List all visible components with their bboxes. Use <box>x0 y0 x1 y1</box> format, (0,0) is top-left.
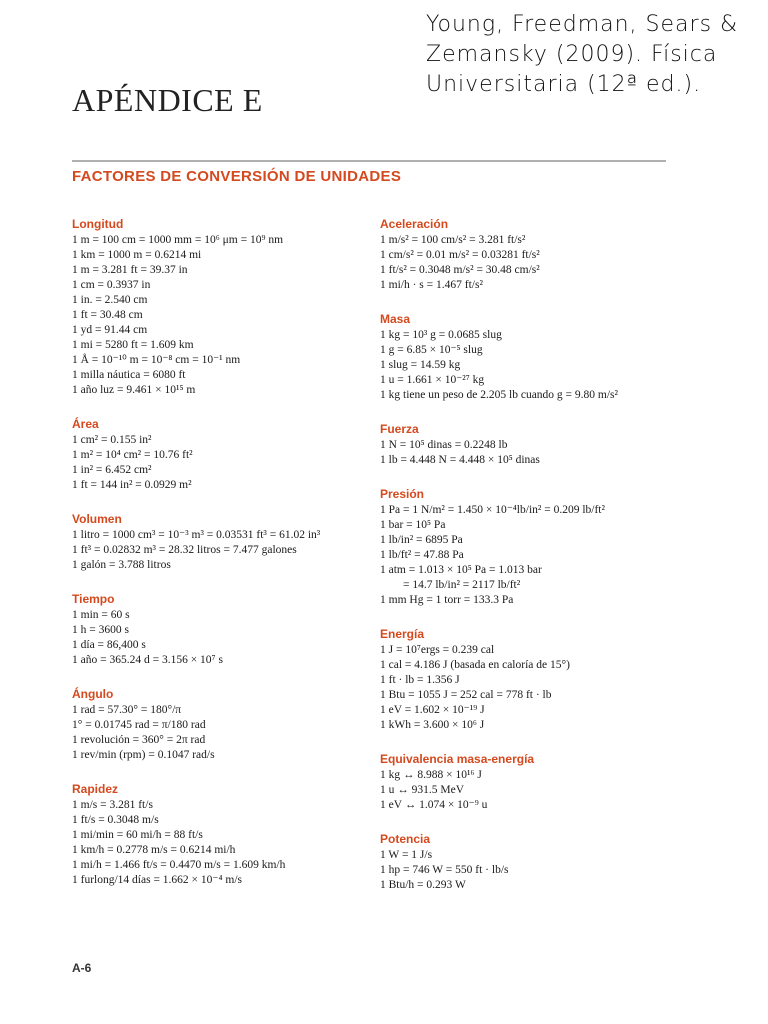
conversion-line: 1 año luz = 9.461 × 10¹⁵ m <box>72 384 196 396</box>
unit-group-angulo <box>72 686 372 763</box>
conversion-line: 1 mi = 5280 ft = 1.609 km <box>72 339 194 351</box>
conversion-line: 1 kg tiene un peso de 2.205 lb cuando g = 9.80 m/s² <box>380 389 618 401</box>
conversion-line: 1 mi/min = 60 mi/h = 88 ft/s <box>72 829 203 841</box>
conversion-line: 1 ft · lb = 1.356 J <box>380 674 460 686</box>
conversion-line: 1 N = 10⁵ dinas = 0.2248 lb <box>380 439 508 451</box>
conversion-line: 1 ft = 144 in² = 0.0929 m² <box>72 479 192 491</box>
conversion-line: 1 J = 10⁷ergs = 0.239 cal <box>380 644 495 656</box>
unit-group-potencia <box>380 831 680 893</box>
group-title: Fuerza <box>380 422 419 436</box>
right-column <box>380 216 680 911</box>
conversion-line: 1 ft = 30.48 cm <box>72 309 143 321</box>
conversion-line: 1 ft/s² = 0.3048 m/s² = 30.48 cm/s² <box>380 264 540 276</box>
handwritten-citation <box>426 10 761 100</box>
citation-line: Universitaria (12ª ed.). <box>426 72 702 97</box>
conversion-line: 1 rev/min (rpm) = 0.1047 rad/s <box>72 749 215 761</box>
group-title: Longitud <box>72 217 124 231</box>
conversion-line: 1 kWh = 3.600 × 10⁶ J <box>380 719 485 731</box>
conversion-line: 1 kg ↔ 8.988 × 10¹⁶ J <box>380 769 482 781</box>
group-title: Área <box>72 417 99 431</box>
group-title: Tiempo <box>72 592 115 606</box>
conversion-line: 1 cm = 0.3937 in <box>72 279 151 291</box>
conversion-line: 1 Å = 10⁻¹⁰ m = 10⁻⁸ cm = 10⁻¹ nm <box>72 354 241 366</box>
section-divider <box>72 160 666 162</box>
group-title: Energía <box>380 627 425 641</box>
unit-group-longitud <box>72 216 372 398</box>
section-title: FACTORES DE CONVERSIÓN DE UNIDADES <box>72 168 402 185</box>
conversion-line: 1 mm Hg = 1 torr = 133.3 Pa <box>380 594 514 606</box>
unit-group-equivalencia-masa-energia <box>380 751 680 813</box>
conversion-line: 1 lb = 4.448 N = 4.448 × 10⁵ dinas <box>380 454 540 466</box>
conversion-line: 1 lb/ft² = 47.88 Pa <box>380 549 464 561</box>
conversion-line: 1° = 0.01745 rad = π/180 rad <box>72 719 206 731</box>
group-title: Rapidez <box>72 782 119 796</box>
conversion-line: 1 mi/h = 1.466 ft/s = 0.4470 m/s = 1.609 km/h <box>72 859 286 871</box>
group-title: Presión <box>380 487 425 501</box>
conversion-line: 1 ft/s = 0.3048 m/s <box>72 814 159 826</box>
unit-group-rapidez <box>72 781 372 888</box>
conversion-line: 1 in² = 6.452 cm² <box>72 464 152 476</box>
conversion-line: 1 atm = 1.013 × 10⁵ Pa = 1.013 bar <box>380 564 542 576</box>
conversion-line: 1 revolución = 360° = 2π rad <box>72 734 206 746</box>
conversion-line: 1 kg = 10³ g = 0.0685 slug <box>380 329 502 341</box>
conversion-line: 1 km = 1000 m = 0.6214 mi <box>72 249 202 261</box>
conversion-line: 1 bar = 10⁵ Pa <box>380 519 446 531</box>
conversion-line: 1 eV = 1.602 × 10⁻¹⁹ J <box>380 704 485 716</box>
unit-group-fuerza <box>380 421 680 468</box>
unit-group-volumen <box>72 511 372 573</box>
conversion-line: 1 W = 1 J/s <box>380 849 433 861</box>
conversion-line: 1 día = 86,400 s <box>72 639 146 651</box>
unit-group-aceleracion <box>380 216 680 293</box>
conversion-line: 1 mi/h · s = 1.467 ft/s² <box>380 279 483 291</box>
conversion-line: 1 min = 60 s <box>72 609 130 621</box>
conversion-line: 1 km/h = 0.2778 m/s = 0.6214 mi/h <box>72 844 236 856</box>
conversion-line: 1 Pa = 1 N/m² = 1.450 × 10⁻⁴lb/in² = 0.209 lb/ft² <box>380 504 605 516</box>
unit-group-area <box>72 416 372 493</box>
conversion-line: = 14.7 lb/in² = 2117 lb/ft² <box>380 579 521 591</box>
conversion-line: 1 m² = 10⁴ cm² = 10.76 ft² <box>72 449 193 461</box>
page-number: A-6 <box>72 961 92 975</box>
conversion-line: 1 yd = 91.44 cm <box>72 324 148 336</box>
conversion-line: 1 hp = 746 W = 550 ft · lb/s <box>380 864 509 876</box>
conversion-line: 1 cm² = 0.155 in² <box>72 434 152 446</box>
conversion-line: 1 cm/s² = 0.01 m/s² = 0.03281 ft/s² <box>380 249 540 261</box>
conversion-line: 1 año = 365.24 d = 3.156 × 10⁷ s <box>72 654 223 666</box>
conversion-line: 1 slug = 14.59 kg <box>380 359 461 371</box>
citation-line: Young, Freedman, Sears & <box>426 12 739 37</box>
citation-line: Zemansky (2009). Física <box>426 42 718 67</box>
conversion-line: 1 litro = 1000 cm³ = 10⁻³ m³ = 0.03531 ft³ = 61.02 in³ <box>72 529 321 541</box>
conversion-line: 1 u = 1.661 × 10⁻²⁷ kg <box>380 374 485 386</box>
unit-group-masa <box>380 311 680 403</box>
unit-group-presion <box>380 486 680 608</box>
conversion-line: 1 m/s = 3.281 ft/s <box>72 799 153 811</box>
left-column <box>72 216 372 906</box>
conversion-line: 1 Btu = 1055 J = 252 cal = 778 ft · lb <box>380 689 552 701</box>
conversion-line: 1 ft³ = 0.02832 m³ = 28.32 litros = 7.477 galones <box>72 544 297 556</box>
group-title: Potencia <box>380 832 431 846</box>
conversion-line: 1 galón = 3.788 litros <box>72 559 171 571</box>
group-title: Masa <box>380 312 411 326</box>
unit-group-tiempo <box>72 591 372 668</box>
conversion-line: 1 eV ↔ 1.074 × 10⁻⁹ u <box>380 799 488 811</box>
unit-group-energia <box>380 626 680 733</box>
group-title: Aceleración <box>380 217 449 231</box>
conversion-line: 1 u ↔ 931.5 MeV <box>380 784 465 796</box>
conversion-line: 1 milla náutica = 6080 ft <box>72 369 186 381</box>
conversion-line: 1 m = 3.281 ft = 39.37 in <box>72 264 188 276</box>
conversion-line: 1 furlong/14 días = 1.662 × 10⁻⁴ m/s <box>72 874 242 886</box>
group-title: Volumen <box>72 512 122 526</box>
conversion-line: 1 h = 3600 s <box>72 624 129 636</box>
conversion-line: 1 g = 6.85 × 10⁻⁵ slug <box>380 344 483 356</box>
conversion-line: 1 rad = 57.30° = 180°/π <box>72 704 182 716</box>
group-title: Ángulo <box>72 687 114 701</box>
conversion-line: 1 m/s² = 100 cm/s² = 3.281 ft/s² <box>380 234 526 246</box>
conversion-line: 1 lb/in² = 6895 Pa <box>380 534 463 546</box>
conversion-line: 1 m = 100 cm = 1000 mm = 10⁶ μm = 10⁹ nm <box>72 234 284 246</box>
appendix-title: APÉNDICE E <box>72 82 263 118</box>
conversion-line: 1 Btu/h = 0.293 W <box>380 879 466 891</box>
conversion-line: 1 in. = 2.540 cm <box>72 294 148 306</box>
conversion-line: 1 cal = 4.186 J (basada en caloría de 15°) <box>380 659 570 671</box>
group-title: Equivalencia masa-energía <box>380 752 535 766</box>
